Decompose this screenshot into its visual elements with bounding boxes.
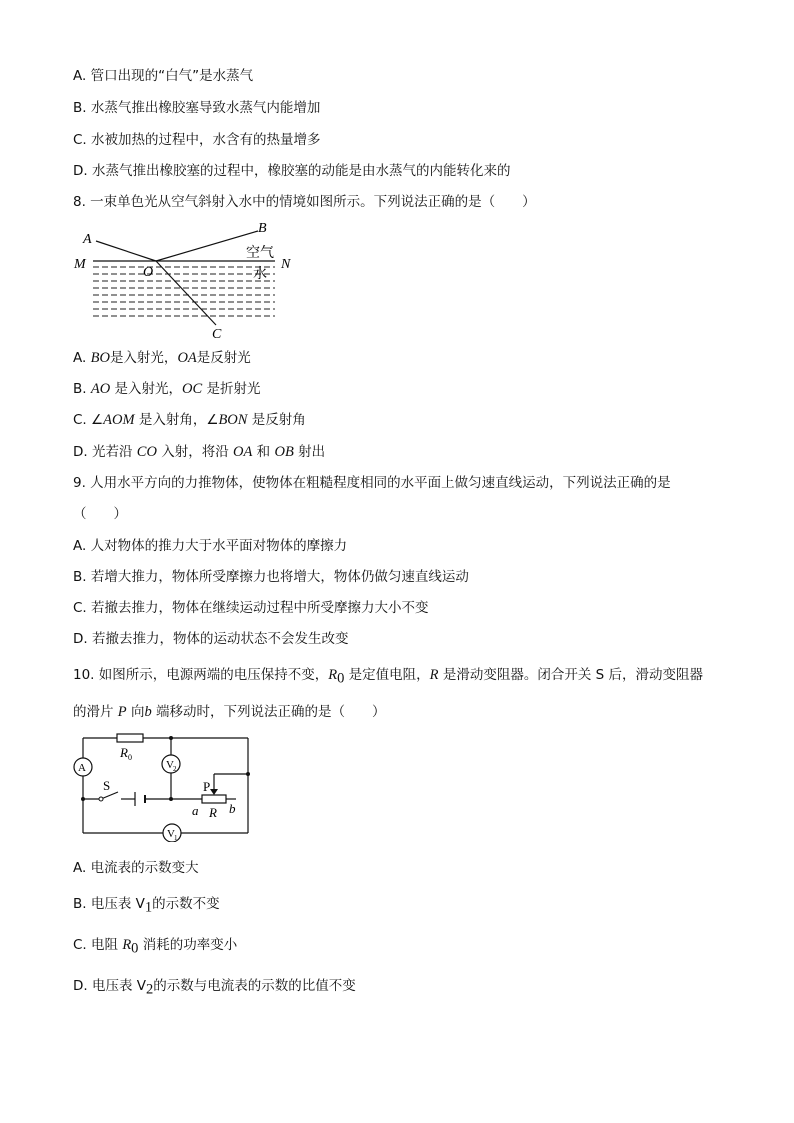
svg-text:V: V: [166, 759, 174, 771]
label-n: N: [281, 257, 291, 272]
q8-option-c: C. ∠AOM 是入射角，∠BON 是反射角: [73, 412, 306, 428]
q7-option-b: B. 水蒸气推出橡胶塞导致水蒸气内能增加: [73, 100, 321, 116]
svg-text:S: S: [103, 778, 111, 793]
svg-text:A: A: [78, 762, 86, 774]
ray-oc: [156, 261, 216, 325]
slider-arrow: [210, 789, 218, 795]
q10-option-a: A. 电流表的示数变大: [73, 860, 199, 876]
q10-option-b: B. 电压表 $V_1$的示数不变: [73, 896, 220, 916]
label-water: 水: [253, 266, 267, 282]
ray-ob: [156, 231, 258, 261]
svg-text:0: 0: [128, 753, 132, 762]
svg-text:R: R: [209, 805, 217, 820]
label-a: A: [83, 232, 92, 247]
q8-stem: 8. 一束单色光从空气斜射入水中的情境如图所示。下列说法正确的是（ ）: [73, 194, 536, 210]
label-b: B: [258, 221, 267, 236]
svg-text:V: V: [167, 828, 175, 840]
q9-option-d: D. 若撤去推力，物体的运动状态不会发生改变: [73, 631, 349, 647]
q9-stem: 9. 人用水平方向的力推物体，使物体在粗糙程度相同的水平面上做匀速直线运动，下列说法正确的是: [73, 475, 671, 491]
switch-contact: [99, 797, 103, 801]
svg-text:b: b: [229, 801, 236, 816]
q7-option-c: C. 水被加热的过程中，水含有的热量增多: [73, 132, 321, 148]
q8-option-b: B. AO 是入射光，OC 是折射光: [73, 381, 261, 397]
q9-option-c: C. 若撤去推力，物体在继续运动过程中所受摩擦力大小不变: [73, 600, 429, 616]
label-m: M: [74, 257, 86, 272]
q9-answer-paren: （ ）: [73, 506, 127, 522]
q10-stem-line1: 10. 如图所示，电源两端的电压保持不变，$R_0$ 是定值电阻，R 是滑动变阻器。闭合开关 S 后，滑动变阻器: [73, 667, 703, 687]
q9-option-a: A. 人对物体的推力大于水平面对物体的摩擦力: [73, 538, 348, 554]
svg-text:P: P: [203, 779, 211, 794]
q8-option-d: D. 光若沿 CO 入射，将沿 OA 和 OB 射出: [73, 444, 326, 460]
label-air: 空气: [246, 245, 274, 261]
q9-option-b: B. 若增大推力，物体所受摩擦力也将增大，物体仍做匀速直线运动: [73, 569, 469, 585]
circuit-diagram: [70, 730, 260, 842]
q8-option-a: A. BO是入射光，OA是反射光: [73, 350, 251, 366]
resistor-r0: [117, 734, 143, 742]
ray-ao: [96, 241, 156, 261]
rheostat-r: [202, 795, 226, 803]
q7-option-d: D. 水蒸气推出橡胶塞的过程中，橡胶塞的动能是由水蒸气的内能转化来的: [73, 163, 511, 179]
q7-option-a: A. 管口出现的“白气”是水蒸气: [73, 68, 254, 84]
svg-text:R: R: [120, 745, 128, 760]
svg-text:a: a: [192, 803, 199, 818]
svg-text:1: 1: [174, 834, 178, 842]
svg-text:2: 2: [173, 765, 177, 773]
q10-option-c: C. 电阻 $R_0$ 消耗的功率变小: [73, 937, 238, 957]
label-o: O: [143, 265, 154, 280]
refraction-diagram: [70, 217, 310, 341]
q10-option-d: D. 电压表 $V_2$的示数与电流表的示数的比值不变: [73, 978, 356, 998]
label-c: C: [212, 327, 222, 341]
q10-stem-line2: 的滑片 P 向b 端移动时，下列说法正确的是（ ）: [73, 704, 386, 720]
